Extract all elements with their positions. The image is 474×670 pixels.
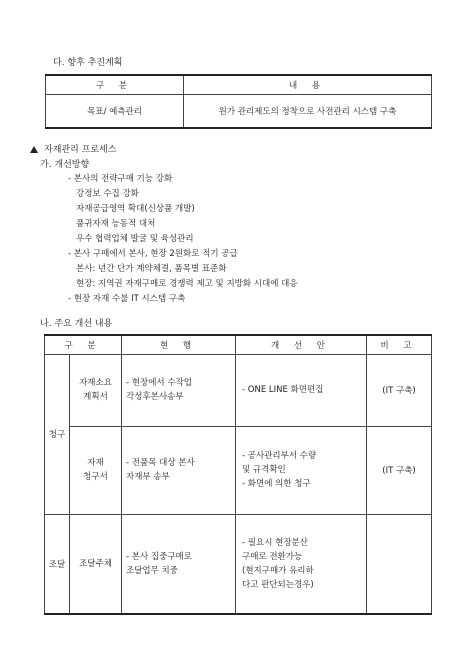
group-procurement: 조달 (45, 514, 70, 614)
header-category: 구 분 (46, 75, 184, 94)
cell-note (367, 514, 432, 614)
list-item: 자재공급영역 확대(신상품 개발) (76, 204, 195, 214)
list-item: 품귀자재 능동적 대처 (76, 219, 156, 229)
cell-note: (IT 구축) (367, 426, 432, 514)
materials-heading: 자재관리 프로세스 (30, 142, 116, 155)
header-current: 현 행 (122, 335, 236, 354)
subheading-direction: 가. 개선방향 (40, 160, 90, 170)
header-improved: 개 선 안 (236, 335, 367, 354)
list-item: 현장: 지역권 자재구매로 경쟁력 제고 및 지방화 시대에 대응 (76, 279, 298, 289)
cell-item: 조달주체 (70, 514, 122, 614)
cell-current: - 현장에서 수작업 각성후본사송부 (122, 354, 236, 426)
table-row (45, 514, 432, 614)
list-item: - 본사 구매에서 본사, 현장 2원화로 적기 공급 (68, 249, 238, 259)
list-item: 우수 협력업체 발굴 및 육성관리 (76, 234, 194, 244)
header-category: 구 분 (45, 335, 122, 354)
list-item: - 현장 자재 수불 IT 시스템 구축 (68, 294, 186, 304)
cell-improved: - 공사관리부서 수량 및 규격확인 - 화면에 의한 청구 (236, 426, 367, 514)
cell-current: - 전품목 대상 본사 자재부 송부 (122, 426, 236, 514)
future-plan-table (45, 74, 432, 129)
triangle-bullet-icon (30, 146, 38, 153)
cell-goal: 목표/ 예측관리 (46, 94, 184, 128)
list-item: 강정보 수집 강화 (76, 189, 139, 199)
cell-improved: - 필요시 현장분산 구매로 전환가능 (현지구매가 유리하 다고 판단되는경우) (236, 514, 367, 614)
cell-current: - 본사 집중구매로 조달업무 치중 (122, 514, 236, 614)
cell-item: 자재 청구서 (70, 426, 122, 514)
group-request: 청구 (45, 354, 70, 514)
table-row (45, 426, 432, 514)
header-content: 내 용 (184, 75, 432, 94)
section-title-future-plan: 다. 향후 추진계획 (53, 58, 123, 68)
list-item: 본사: 년간 단가 계약체결, 품목별 표준화 (76, 264, 227, 274)
improvements-table (44, 334, 432, 615)
header-note: 비 고 (367, 335, 432, 354)
cell-improved: - ONE LINE 화면편집 (236, 354, 367, 426)
subheading-improvements: 나. 주요 개선 내용 (40, 319, 113, 329)
table-row (45, 354, 432, 426)
cell-item: 자재소요 계획서 (70, 354, 122, 426)
list-item: - 본사의 전략구매 기능 강화 (68, 174, 173, 184)
cell-note: (IT 구축) (367, 354, 432, 426)
cell-goal-content: 원가 관리제도의 정착으로 사전관리 시스템 구축 (184, 94, 432, 128)
